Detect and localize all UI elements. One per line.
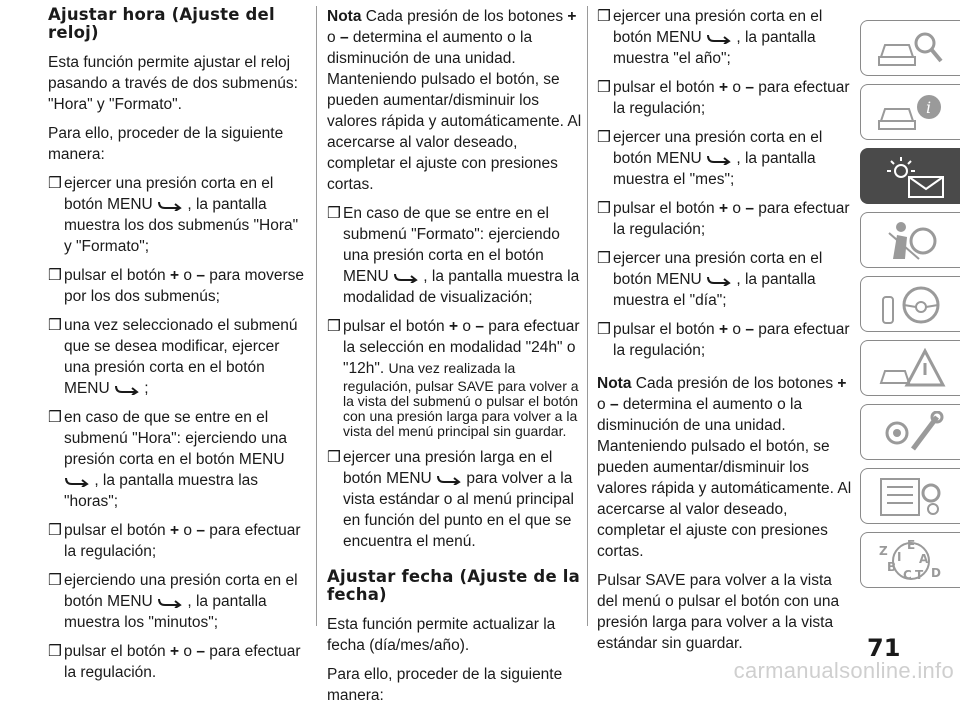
- note-paragraph: Nota Cada presión de los botones + o – determina el aumento o la disminución de una unidad. Manteniendo pulsado el botón, se pueden aumentar/disminuir los valores rápida y automáticamente. Al acercarse al valor deseado, completar el ajuste con presiones cortas.: [597, 375, 852, 560]
- menu-arrow-icon: [706, 274, 732, 286]
- tab-car-info[interactable]: [860, 20, 960, 76]
- list-item: ❒ ejerciendo una presión corta en el botón MENU , la pantalla muestra los "minutos";: [48, 572, 298, 631]
- watermark: carmanualsonline.info: [733, 658, 954, 683]
- checkbox-bullet: ❒: [48, 267, 62, 284]
- list-item: ❒ ejercer una presión larga en el botón MENU para volver a la vista estándar o al menú principal en función del punto en el que se encuentra el menú.: [327, 449, 574, 550]
- plus-symbol: +: [170, 267, 180, 284]
- checkbox-bullet: ❒: [597, 79, 611, 96]
- note-label: Nota: [327, 8, 362, 25]
- checkbox-bullet: ❒: [48, 175, 62, 192]
- plus-symbol: +: [170, 643, 180, 660]
- paragraph: Esta función permite ajustar el reloj pasando a través de dos submenús: "Hora" y "Formato".: [48, 54, 298, 113]
- list-item: ❒ ejercer una presión corta en el botón MENU , la pantalla muestra el "mes";: [597, 129, 823, 188]
- checkbox-bullet: ❒: [327, 318, 341, 335]
- menu-arrow-icon: [157, 199, 183, 211]
- list-item: ❒ pulsar el botón + o – para efectuar la regulación.: [48, 643, 301, 681]
- index-alphabet-icon: [875, 539, 947, 583]
- menu-arrow-icon: [393, 271, 419, 283]
- column-1: [48, 6, 304, 691]
- checkbox-bullet: ❒: [597, 129, 611, 146]
- minus-symbol: –: [196, 643, 205, 660]
- note-label: Nota: [597, 375, 632, 392]
- warning-lights-icon: [875, 155, 947, 199]
- plus-symbol: +: [719, 200, 729, 217]
- specs-list-icon: [875, 475, 947, 519]
- list-item: ❒ pulsar el botón + o – para efectuar la selección en modalidad "24h" o "12h". Una vez realizada la regulación, pulsar SAVE para volver a la vista del submenú o pulsar el botón con una presión larga para volver a la vista del menú principal sin guardar.: [327, 318, 580, 439]
- minus-symbol: –: [196, 267, 205, 284]
- svg-text:i: i: [926, 98, 932, 117]
- list-item: ❒ pulsar el botón + o – para efectuar la regulación;: [597, 200, 850, 238]
- menu-arrow-icon: [706, 153, 732, 165]
- checkbox-bullet: ❒: [597, 8, 611, 25]
- column-divider: [316, 6, 317, 626]
- plus-symbol: +: [449, 318, 459, 335]
- minus-symbol: –: [196, 522, 205, 539]
- column-2: [327, 6, 583, 714]
- car-info-i-icon: [875, 91, 947, 135]
- svg-text:I: I: [897, 550, 902, 564]
- tab-specs[interactable]: [860, 468, 960, 524]
- column-divider: [587, 6, 588, 626]
- menu-arrow-icon: [436, 473, 462, 485]
- tab-index[interactable]: [860, 532, 960, 588]
- paragraph: Para ello, proceder de la siguiente manera:: [48, 125, 284, 163]
- menu-arrow-icon: [64, 475, 90, 487]
- warning-triangle-icon: [875, 347, 947, 391]
- paragraph: Esta función permite actualizar la fecha (día/mes/año).: [327, 616, 556, 654]
- svg-text:Z: Z: [879, 544, 888, 558]
- minus-symbol: –: [609, 396, 619, 413]
- checkbox-bullet: ❒: [48, 409, 62, 426]
- svg-text:A: A: [919, 552, 929, 566]
- paragraph: Para ello, proceder de la siguiente manera:: [327, 666, 563, 704]
- minus-symbol: –: [745, 321, 754, 338]
- list-item: ❒ pulsar el botón + o – para efectuar la regulación;: [48, 522, 301, 560]
- section-heading-hora: Ajustar hora (Ajuste del reloj): [48, 5, 275, 42]
- tab-maintenance[interactable]: [860, 404, 960, 460]
- minus-symbol: –: [475, 318, 484, 335]
- checkbox-bullet: ❒: [48, 643, 62, 660]
- plus-symbol: +: [837, 375, 847, 392]
- checkbox-bullet: ❒: [597, 200, 611, 217]
- list-item: ❒ ejercer una presión corta en el botón MENU , la pantalla muestra "el año";: [597, 8, 823, 67]
- note-paragraph: Nota Cada presión de los botones + o – determina el aumento o la disminución de una unidad. Manteniendo pulsado el botón, se pueden aumentar/disminuir los valores rápida y automáticamente. Al acercarse al valor deseado, completar el ajuste con presiones cortas.: [327, 8, 582, 193]
- plus-symbol: +: [719, 321, 729, 338]
- svg-text:D: D: [931, 566, 941, 580]
- tab-car-info-i[interactable]: [860, 84, 960, 140]
- minus-symbol: –: [745, 200, 754, 217]
- list-item: ❒ pulsar el botón + o – para moverse por los dos submenús;: [48, 267, 305, 305]
- tab-safety[interactable]: [860, 212, 960, 268]
- tab-emergency[interactable]: [860, 340, 960, 396]
- svg-text:T: T: [915, 568, 924, 582]
- menu-arrow-icon: [706, 32, 732, 44]
- checkbox-bullet: ❒: [327, 449, 341, 466]
- menu-arrow-icon: [157, 596, 183, 608]
- column-3: [597, 6, 853, 662]
- tab-warning-lights[interactable]: [860, 148, 960, 204]
- airbag-icon: [875, 219, 947, 263]
- wrench-icon: [875, 411, 947, 455]
- checkbox-bullet: ❒: [597, 250, 611, 267]
- plus-symbol: +: [567, 8, 577, 25]
- page-number: 71: [867, 634, 901, 662]
- svg-text:C: C: [903, 568, 912, 582]
- svg-text:B: B: [887, 560, 897, 574]
- minus-symbol: –: [745, 79, 754, 96]
- list-item: ❒ en caso de que se entre en el submenú "Hora": ejerciendo una presión corta en el botón MENU , la pantalla muestra las "horas";: [48, 409, 287, 510]
- checkbox-bullet: ❒: [48, 522, 62, 539]
- paragraph: Pulsar SAVE para volver a la vista del menú o pulsar el botón con una presión larga para volver a la vista estándar sin guardar.: [597, 572, 840, 652]
- list-item: ❒ En caso de que se entre en el submenú "Formato": ejerciendo una presión corta en el botón MENU , la pantalla muestra la modalidad de visualización;: [327, 205, 580, 306]
- svg-text:E: E: [907, 539, 916, 552]
- plus-symbol: +: [170, 522, 180, 539]
- section-heading-fecha: Ajustar fecha (Ajuste de la fecha): [327, 567, 580, 604]
- checkbox-bullet: ❒: [48, 572, 62, 589]
- list-item: ❒ ejercer una presión corta en el botón MENU , la pantalla muestra los dos submenús "Hora" y "Formato";: [48, 175, 299, 255]
- list-item: ❒ pulsar el botón + o – para efectuar la regulación;: [597, 79, 850, 117]
- steering-icon: [875, 283, 947, 327]
- car-info-icon: [875, 27, 947, 71]
- list-item: ❒ pulsar el botón + o – para efectuar la regulación;: [597, 321, 850, 359]
- checkbox-bullet: ❒: [327, 205, 341, 222]
- list-item: ❒ ejercer una presión corta en el botón MENU , la pantalla muestra el "día";: [597, 250, 823, 309]
- menu-arrow-icon: [114, 383, 140, 395]
- plus-symbol: +: [719, 79, 729, 96]
- checkbox-bullet: ❒: [48, 317, 62, 334]
- list-item: ❒ una vez seleccionado el submenú que se desea modificar, ejercer una presión corta en el botón MENU ;: [48, 317, 298, 397]
- tab-driving[interactable]: [860, 276, 960, 332]
- minus-symbol: –: [339, 29, 349, 46]
- checkbox-bullet: ❒: [597, 321, 611, 338]
